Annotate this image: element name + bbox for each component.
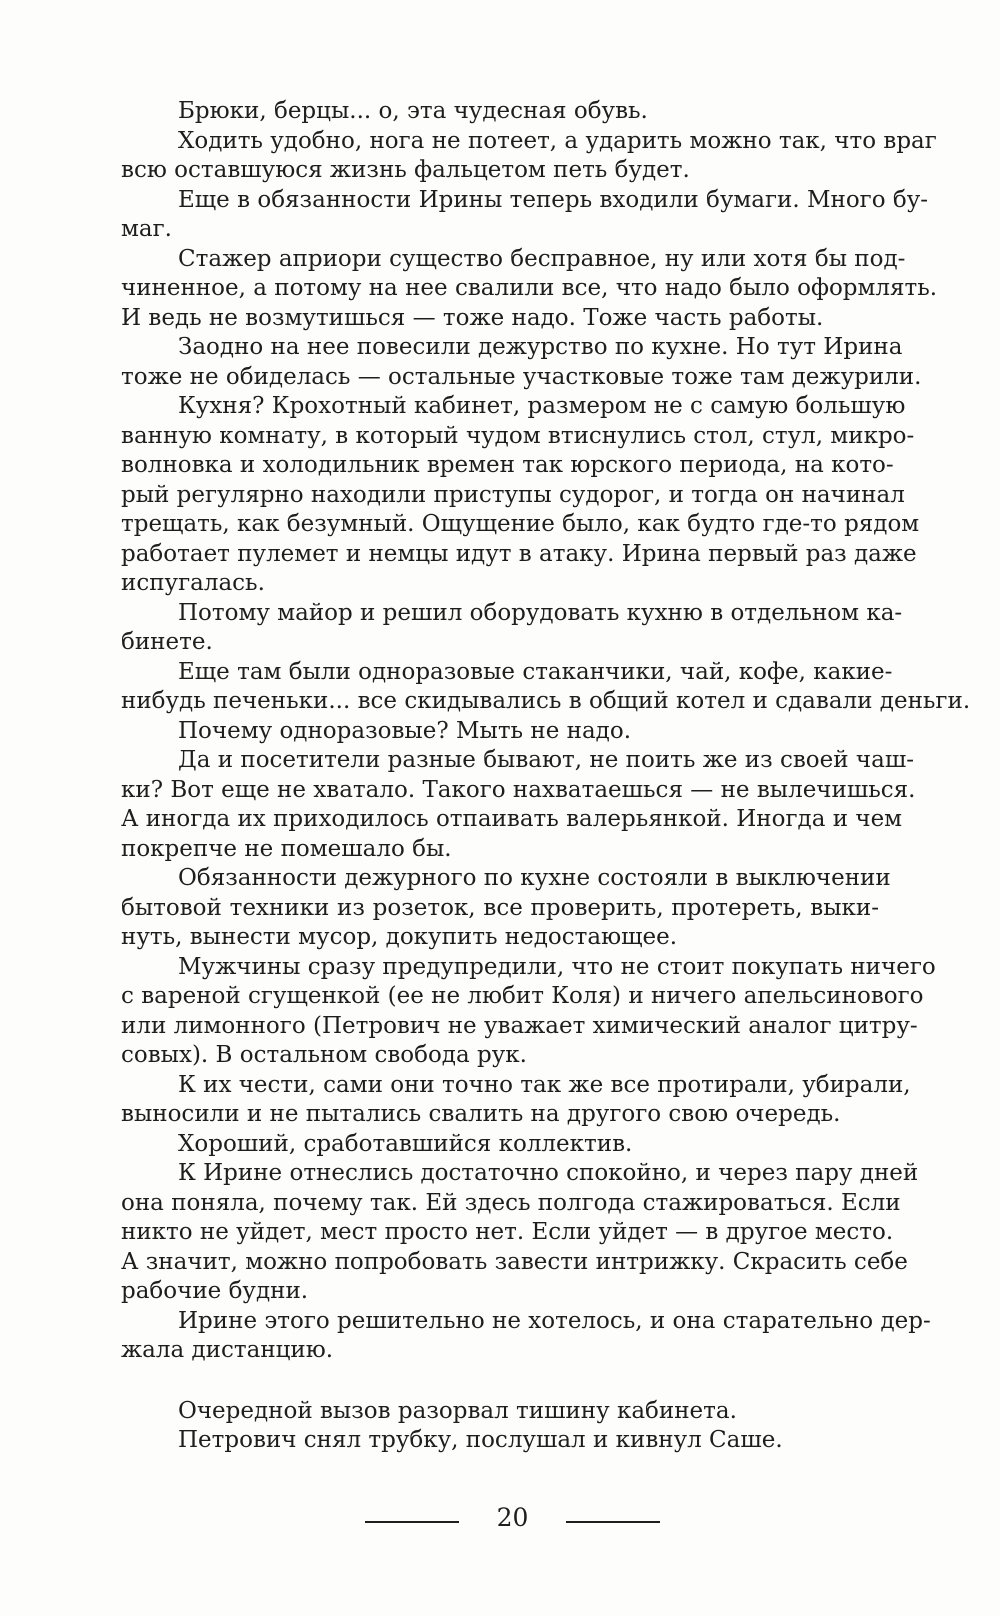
text-line: Ходить удобно, нога не потеет, а ударить можно так, что враг <box>178 127 937 154</box>
section-break <box>121 1366 879 1397</box>
text-line: рый регулярно находили приступы судорог, и тогда он начинал <box>121 481 905 508</box>
text-line: она поняла, почему так. Ей здесь полгода стажироваться. Если <box>121 1189 901 1216</box>
text-line: Кухня? Крохотный кабинет, размером не с самую большую <box>178 393 906 419</box>
text-line: ки? Вот еще не хватало. Такого нахватаешься — не вылечишься. <box>121 776 916 803</box>
text-line: нуть, вынести мусор, докупить недостающее. <box>121 924 678 950</box>
text-line: Хороший, сработавшийся коллектив. <box>178 1130 633 1157</box>
page-footer <box>0 1501 1000 1541</box>
text-line: волновка и холодильник времен так юрского периода, на кото- <box>121 452 894 478</box>
text-line: или лимонного (Петрович не уважает химический аналог цитру- <box>121 1012 918 1039</box>
footer-rule-left <box>365 1521 459 1523</box>
text-line: жала дистанцию. <box>121 1337 334 1363</box>
text-line: испугалась. <box>121 570 265 596</box>
text-line: А иногда их приходилось отпаивать валерьянкой. Иногда и чем <box>121 806 903 832</box>
text-line: маг. <box>121 216 172 242</box>
text-line: Очередной вызов разорвал тишину кабинета. <box>178 1397 737 1424</box>
text-line: Брюки, берцы... о, эта чудесная обувь. <box>178 98 648 124</box>
text-line: бытовой техники из розеток, все проверить, протереть, выки- <box>121 894 879 921</box>
text-line: чиненное, а потому на нее свалили все, что надо было оформлять. <box>121 275 938 301</box>
text-line: выносили и не пытались свалить на другого свою очередь. <box>121 1101 841 1127</box>
text-line: покрепче не помешало бы. <box>121 835 452 862</box>
text-line: И ведь не возмутишься — тоже надо. Тоже часть работы. <box>121 304 824 331</box>
text-line: Обязанности дежурного по кухне состояли в выключении <box>178 865 891 891</box>
text-line: Заодно на нее повесили дежурство по кухне. Но тут Ирина <box>178 334 903 360</box>
text-line: Да и посетители разные бывают, не поить же из своей чаш- <box>178 747 914 773</box>
text-line: Стажер априори существо бесправное, ну или хотя бы под- <box>178 245 906 272</box>
footer-rule-right <box>566 1521 660 1523</box>
text-line: Петрович снял трубку, послушал и кивнул Саше. <box>178 1427 783 1453</box>
text-line: Почему одноразовые? Мыть не надо. <box>178 717 632 744</box>
text-line: А значит, можно попробовать завести интрижку. Скрасить себе <box>121 1248 908 1275</box>
text-line: Ирине этого решительно не хотелось, и она старательно дер- <box>178 1307 931 1334</box>
text-line: работает пулемет и немцы идут в атаку. Ирина первый раз даже <box>121 540 917 567</box>
text-line: Мужчины сразу предупредили, что не стоит покупать ничего <box>178 953 936 980</box>
text-line: нибудь печеньки... все скидывались в общий котел и сдавали деньги. <box>121 688 971 714</box>
page-number: 20 <box>496 1503 529 1532</box>
text-line: бинете. <box>121 629 213 655</box>
text-line: ванную комнату, в который чудом втиснулись стол, стул, микро- <box>121 422 915 449</box>
text-line: Еще в обязанности Ирины теперь входили бумаги. Много бу- <box>178 186 929 213</box>
body-text <box>121 97 971 1456</box>
text-line: рабочие будни. <box>121 1278 309 1304</box>
text-line: совых). В остальном свобода рук. <box>121 1042 527 1068</box>
text-line: Еще там были одноразовые стаканчики, чай, кофе, какие- <box>178 658 893 685</box>
text-line: никто не уйдет, мест просто нет. Если уйдет — в другое место. <box>121 1219 894 1245</box>
text-line: К их чести, сами они точно так же все протирали, убирали, <box>178 1071 911 1098</box>
text-line: всю оставшуюся жизнь фальцетом петь будет. <box>121 157 690 183</box>
text-line: трещать, как безумный. Ощущение было, как будто где-то рядом <box>121 511 920 537</box>
text-line: Потому майор и решил оборудовать кухню в отдельном ка- <box>178 599 903 626</box>
text-line: К Ирине отнеслись достаточно спокойно, и через пару дней <box>178 1160 919 1186</box>
text-line: с вареной сгущенкой (ее не любит Коля) и ничего апельсинового <box>121 983 924 1009</box>
text-line: тоже не обиделась — остальные участковые тоже там дежурили. <box>121 363 922 390</box>
